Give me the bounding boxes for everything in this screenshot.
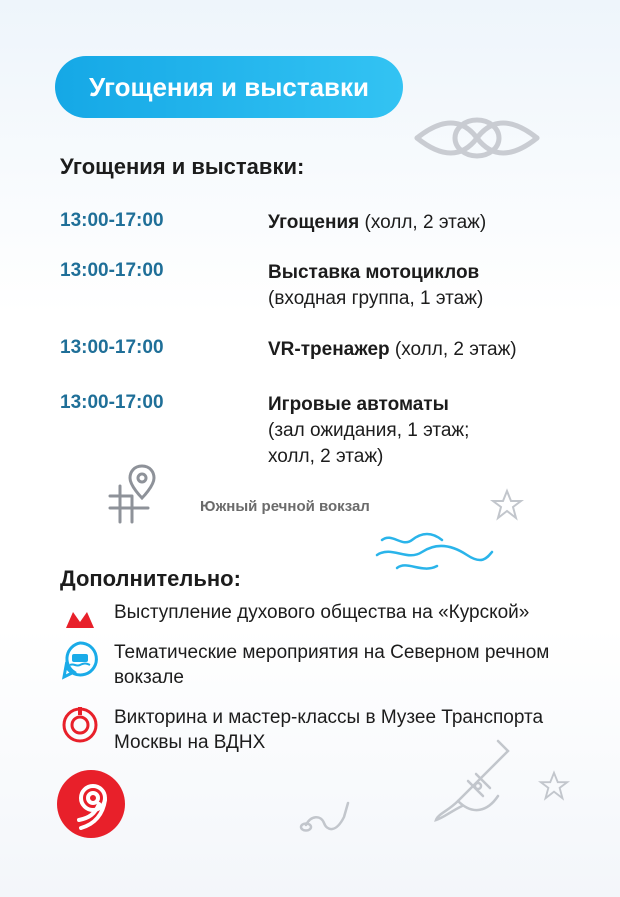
schedule-time: 13:00-17:00 — [60, 392, 164, 413]
schedule-time: 13:00-17:00 — [60, 260, 164, 281]
star-icon — [538, 770, 570, 802]
logo-icon — [55, 768, 127, 840]
additional-text: Викторина и мастер-классы в Музее Транспорта Москвы на ВДНХ — [114, 707, 544, 753]
location-label: Южный речной вокзал — [200, 498, 370, 515]
additional-text: Тематические мероприятия на Северном речном вокзале — [114, 642, 550, 688]
schedule-desc: Выставка мотоциклов (входная группа, 1 этаж) — [268, 262, 484, 309]
schedule-desc: Угощения (холл, 2 этаж) — [268, 212, 487, 233]
schedule-desc: Игровые автоматы (зал ожидания, 1 этаж; холл, 2 этаж) — [268, 394, 470, 467]
music-note-icon — [296, 795, 356, 835]
rope-knot-icon — [412, 108, 542, 168]
schedule-time: 13:00-17:00 — [60, 337, 164, 358]
metro-icon — [60, 600, 100, 640]
river-station-icon — [60, 640, 100, 680]
header-pill — [55, 56, 403, 118]
additional-text: Выступление духового общества на «Курской» — [114, 602, 530, 623]
map-pin-icon — [102, 462, 164, 526]
star-icon — [490, 488, 524, 522]
section-title-additional: Дополнительно: — [60, 566, 241, 591]
schedule-desc: VR-тренажер (холл, 2 этаж) — [268, 339, 517, 360]
section-title-events: Угощения и выставки: — [60, 154, 305, 179]
header-pill-title: Угощения и выставки — [88, 72, 370, 102]
trumpet-icon — [428, 736, 518, 826]
wave-icon — [372, 530, 497, 575]
schedule-time: 13:00-17:00 — [60, 210, 164, 231]
transport-museum-icon — [60, 705, 100, 745]
